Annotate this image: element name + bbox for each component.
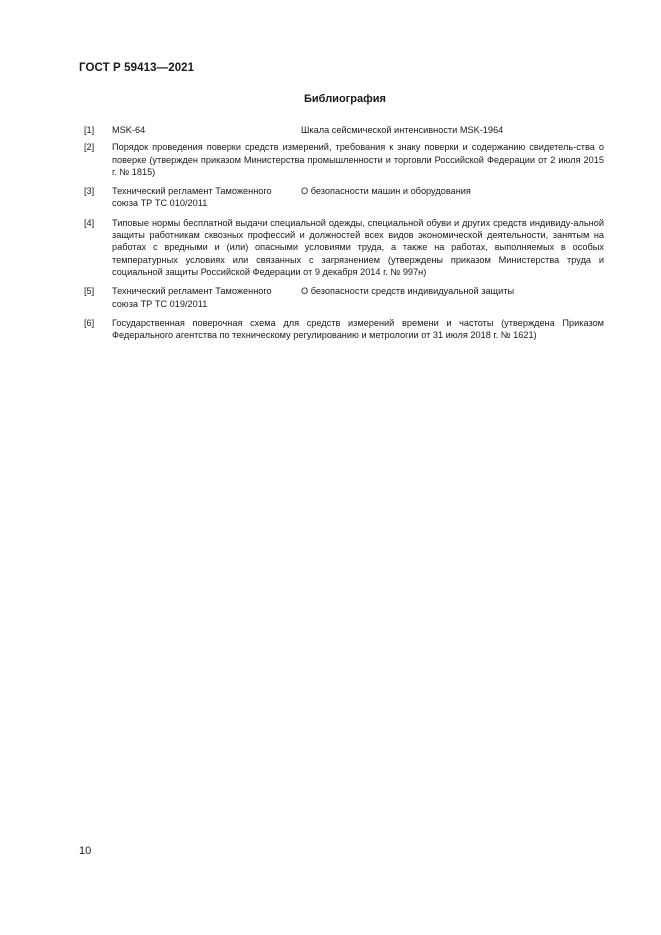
entry-title: О безопасности средств индивидуальной защиты bbox=[301, 286, 515, 297]
section-title: Библиография bbox=[304, 93, 386, 105]
entry-code: MSK-64 bbox=[112, 125, 146, 135]
entry-regulation: Технический регламент Таможенного союза ТР ТС 010/2011 bbox=[112, 186, 272, 209]
entry-title: Шкала сейсмической интенсивности MSK-1964 bbox=[301, 125, 504, 135]
entry-regulation: Технический регламент Таможенного союза ТР ТС 019/2011 bbox=[112, 286, 272, 309]
bibliography-entry bbox=[84, 285, 604, 310]
bibliography-entry bbox=[84, 141, 604, 178]
bibliography-entry bbox=[84, 124, 604, 136]
entry-text: Порядок проведения поверки средств измерений, требования к знаку поверки и содержанию свидетель-ства о поверке (утвержден приказом Министерства промышленности и торговли Российской Федерации от 2 июля 2015 г. № 1815) bbox=[112, 142, 604, 177]
entry-number: [6] bbox=[84, 317, 95, 328]
bibliography-entry bbox=[84, 185, 604, 210]
entry-number: [1] bbox=[84, 125, 95, 135]
entry-number: [3] bbox=[84, 186, 95, 197]
document-header: ГОСТ Р 59413—2021 bbox=[79, 62, 195, 74]
bibliography-entry bbox=[84, 317, 604, 342]
page-number: 10 bbox=[79, 845, 92, 857]
bibliography-entry bbox=[84, 217, 604, 278]
entry-number: [5] bbox=[84, 286, 95, 297]
entry-number: [4] bbox=[84, 217, 95, 228]
entry-text: Типовые нормы бесплатной выдачи специальной одежды, специальной обуви и других средств индивиду-альной защиты работникам сквозных профессий и должностей всех видов экономической деятельности, занятым на работах с вредными и (или) опасными условиями труда, а также на работах, выполняемых в особых температурных условиях или связанных с загрязнением (утверждены приказом Министерства труда и социальной защиты Российской Федерации от 9 декабря 2014 г. № 997н) bbox=[112, 217, 604, 277]
entry-number: [2] bbox=[84, 142, 95, 153]
bibliography-list bbox=[84, 124, 604, 341]
entry-text: Государственная поверочная схема для средств измерений времени и частоты (утверждена Приказом Федерального агентства по техническому регулированию и метрологии от 31 июля 2018 г. № 1621) bbox=[112, 317, 604, 341]
entry-title: О безопасности машин и оборудования bbox=[301, 186, 471, 197]
